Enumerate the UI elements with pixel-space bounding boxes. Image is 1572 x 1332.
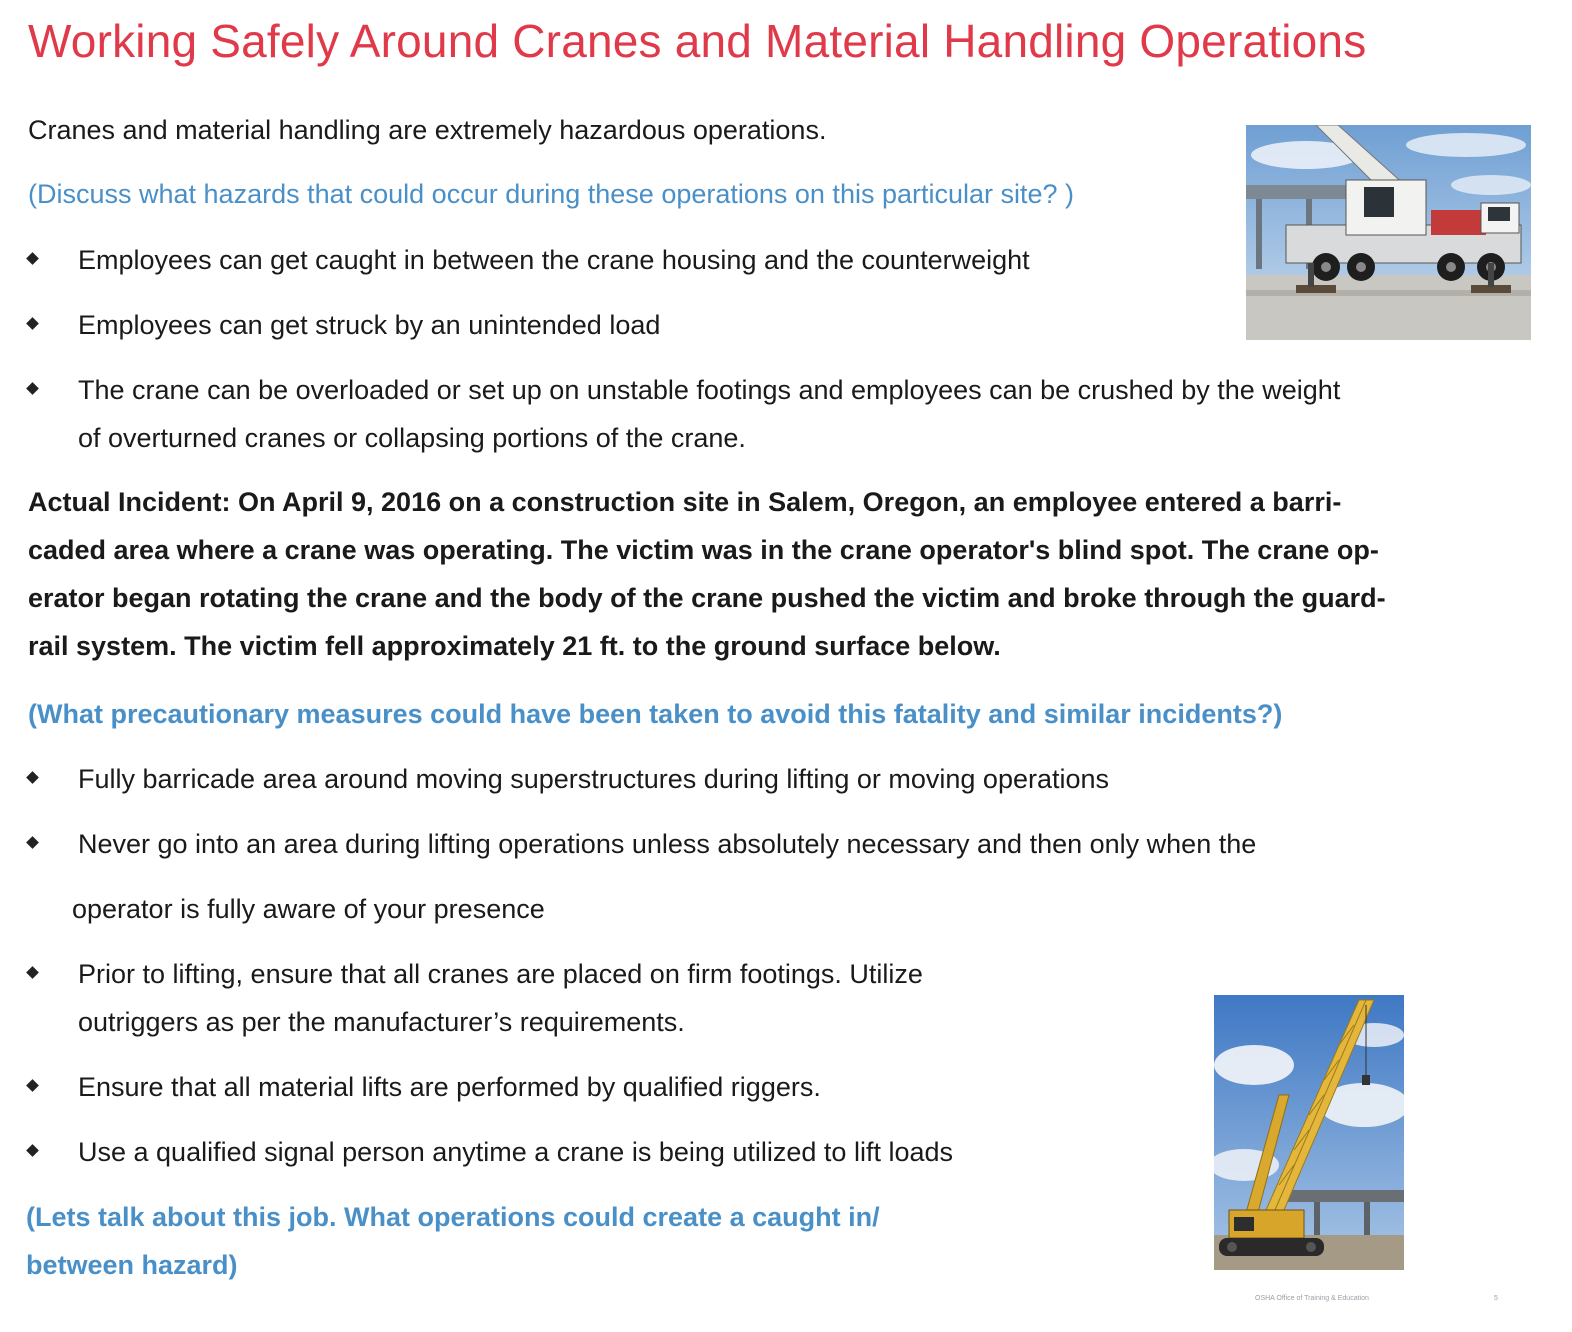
crawler-crane-icon bbox=[1214, 995, 1404, 1270]
closing-prompt: (Lets talk about this job. What operations could create a caught in/ bbox=[26, 1202, 880, 1232]
diamond-bullet-icon bbox=[26, 1079, 39, 1092]
hazard-text-continued: of overturned cranes or collapsing portions of the crane. bbox=[78, 423, 746, 453]
incident-line: rail system. The victim fell approximately 21 ft. to the ground surface below. bbox=[28, 631, 1001, 661]
diamond-bullet-icon bbox=[26, 836, 39, 849]
measure-text: Fully barricade area around moving superstructures during lifting or moving operations bbox=[78, 764, 1110, 794]
discuss-prompt: (Discuss what hazards that could occur during these operations on this particular site? ) bbox=[28, 179, 1075, 209]
truck-crane-icon bbox=[1246, 125, 1531, 340]
hazard-text: The crane can be overloaded or set up on unstable footings and employees can be crushed by the weight bbox=[78, 375, 1341, 405]
measure-text: Ensure that all material lifts are performed by qualified riggers. bbox=[78, 1072, 821, 1102]
diamond-bullet-icon bbox=[26, 252, 39, 265]
hazard-text: Employees can get caught in between the crane housing and the counterweight bbox=[78, 245, 1030, 275]
intro-text: Cranes and material handling are extremely hazardous operations. bbox=[28, 115, 827, 145]
footer-credit: OSHA Office of Training & Education bbox=[1255, 1295, 1369, 1302]
crawler-crane-photo bbox=[1214, 995, 1404, 1270]
closing-prompt: between hazard) bbox=[26, 1250, 238, 1280]
diamond-bullet-icon bbox=[26, 317, 39, 330]
diamond-bullet-icon bbox=[26, 382, 39, 395]
measure-text: Never go into an area during lifting operations unless absolutely necessary and then only when the bbox=[78, 829, 1257, 859]
page-number: 5 bbox=[1494, 1295, 1498, 1302]
diamond-bullet-icon bbox=[26, 966, 39, 979]
precaution-prompt: (What precautionary measures could have been taken to avoid this fatality and similar incidents?) bbox=[28, 699, 1283, 729]
truck-crane-photo bbox=[1246, 125, 1531, 340]
incident-paragraph bbox=[28, 478, 1508, 670]
incident-line: Actual Incident: On April 9, 2016 on a construction site in Salem, Oregon, an employee entered a barri- bbox=[28, 487, 1342, 517]
incident-line: caded area where a crane was operating. The victim was in the crane operator's blind spot. The crane op- bbox=[28, 535, 1379, 565]
page-title: Working Safely Around Cranes and Material Handling Operations bbox=[28, 15, 1367, 67]
measure-text-continued: outriggers as per the manufacturer’s requirements. bbox=[78, 1007, 685, 1037]
hazard-text: Employees can get struck by an unintended load bbox=[78, 310, 661, 340]
measure-text: Use a qualified signal person anytime a crane is being utilized to lift loads bbox=[78, 1137, 953, 1167]
diamond-bullet-icon bbox=[26, 1144, 39, 1157]
incident-line: erator began rotating the crane and the body of the crane pushed the victim and broke through the guard- bbox=[28, 583, 1386, 613]
measure-text: Prior to lifting, ensure that all cranes are placed on firm footings. Utilize bbox=[78, 959, 923, 989]
diamond-bullet-icon bbox=[26, 771, 39, 784]
measure-text-continued: operator is fully aware of your presence bbox=[72, 894, 545, 924]
